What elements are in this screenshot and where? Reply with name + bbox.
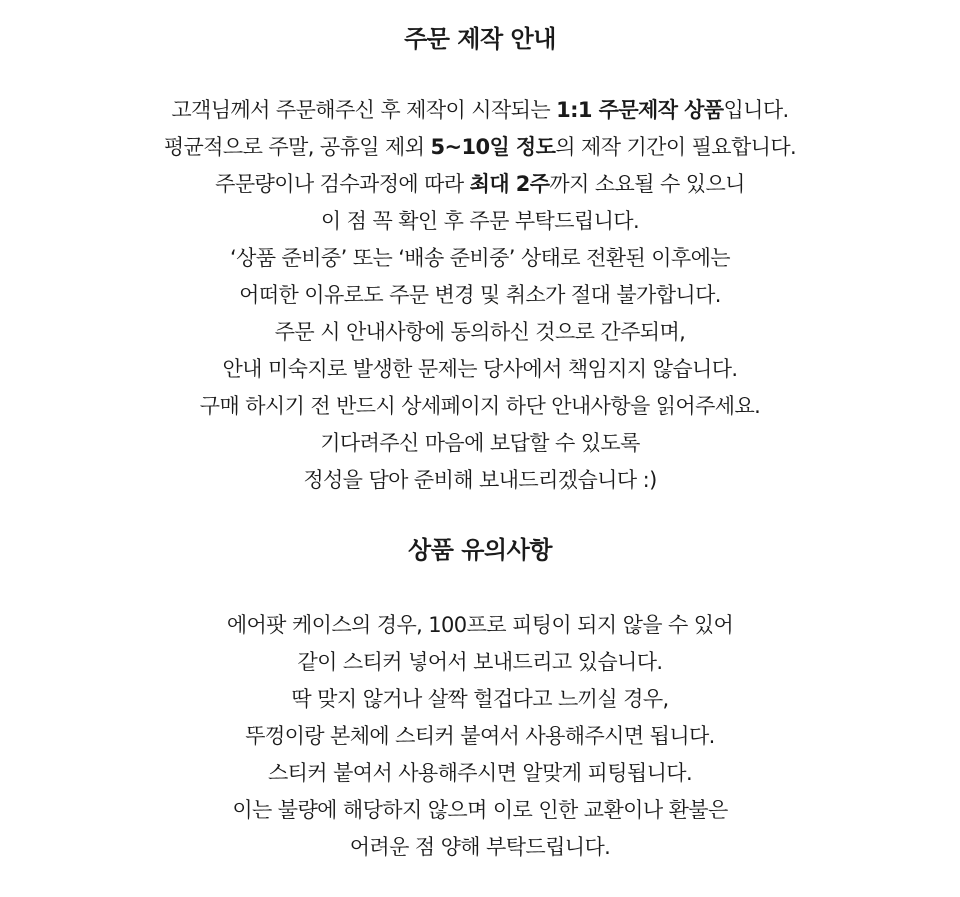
caution-line-7: 어려운 점 양해 부탁드립니다.: [349, 835, 611, 859]
order-notice-line-7: 주문 시 안내사항에 동의하신 것으로 간주되며,: [274, 320, 686, 344]
text-segment: 의 제작 기간이 필요합니다.: [555, 135, 797, 159]
order-notice-line-2: [0, 129, 960, 166]
product-caution-title: 상품 유의사항: [408, 536, 552, 564]
order-notice-line-9: 구매 하시기 전 반드시 상세페이지 하단 안내사항을 읽어주세요.: [199, 394, 761, 418]
order-notice-line-10: 기다려주신 마음에 보답할 수 있도록: [320, 431, 640, 455]
order-notice-title: 주문 제작 안내: [404, 25, 556, 53]
text-segment: 평균적으로 주말, 공휴일 제외: [163, 135, 431, 159]
text-segment: 주문량이나 검수과정에 따라: [215, 172, 470, 196]
order-notice-line-1: [0, 92, 960, 129]
order-notice-line-8: 안내 미숙지로 발생한 문제는 당사에서 책임지지 않습니다.: [222, 357, 738, 381]
order-notice-line-3: [0, 166, 960, 203]
order-notice-line-11: 정성을 담아 준비해 보내드리겠습니다 :): [303, 468, 657, 492]
caution-line-2: 같이 스티커 넣어서 보내드리고 있습니다.: [297, 650, 663, 674]
caution-line-6: 이는 불량에 해당하지 않으며 이로 인한 교환이나 환불은: [232, 798, 728, 822]
caution-line-5: 스티커 붙여서 사용해주시면 알맞게 피팅됩니다.: [267, 761, 693, 785]
order-notice-line-4: 이 점 꼭 확인 후 주문 부탁드립니다.: [320, 209, 640, 233]
highlight-max-weeks: 최대 2주: [469, 172, 550, 196]
text-segment: 입니다.: [723, 98, 789, 122]
text-segment: 까지 소요될 수 있으니: [549, 172, 745, 196]
text-segment: 고객님께서 주문해주신 후 제작이 시작되는: [171, 98, 557, 122]
caution-line-1: 에어팟 케이스의 경우, 100프로 피팅이 되지 않을 수 있어: [226, 613, 734, 637]
highlight-custom-product: 1:1 주문제작 상품: [556, 98, 724, 122]
caution-line-3: 딱 맞지 않거나 살짝 헐겁다고 느끼실 경우,: [291, 687, 669, 711]
caution-line-4: 뚜껑이랑 본체에 스티커 붙여서 사용해주시면 됩니다.: [245, 724, 715, 748]
order-notice-line-5: ‘상품 준비중’ 또는 ‘배송 준비중’ 상태로 전환된 이후에는: [230, 246, 730, 270]
order-notice-line-6: 어떠한 이유로도 주문 변경 및 취소가 절대 불가합니다.: [239, 283, 721, 307]
order-notice-body: [0, 92, 960, 499]
product-caution-body: [0, 607, 960, 866]
highlight-production-period: 5~10일 정도: [430, 135, 556, 159]
